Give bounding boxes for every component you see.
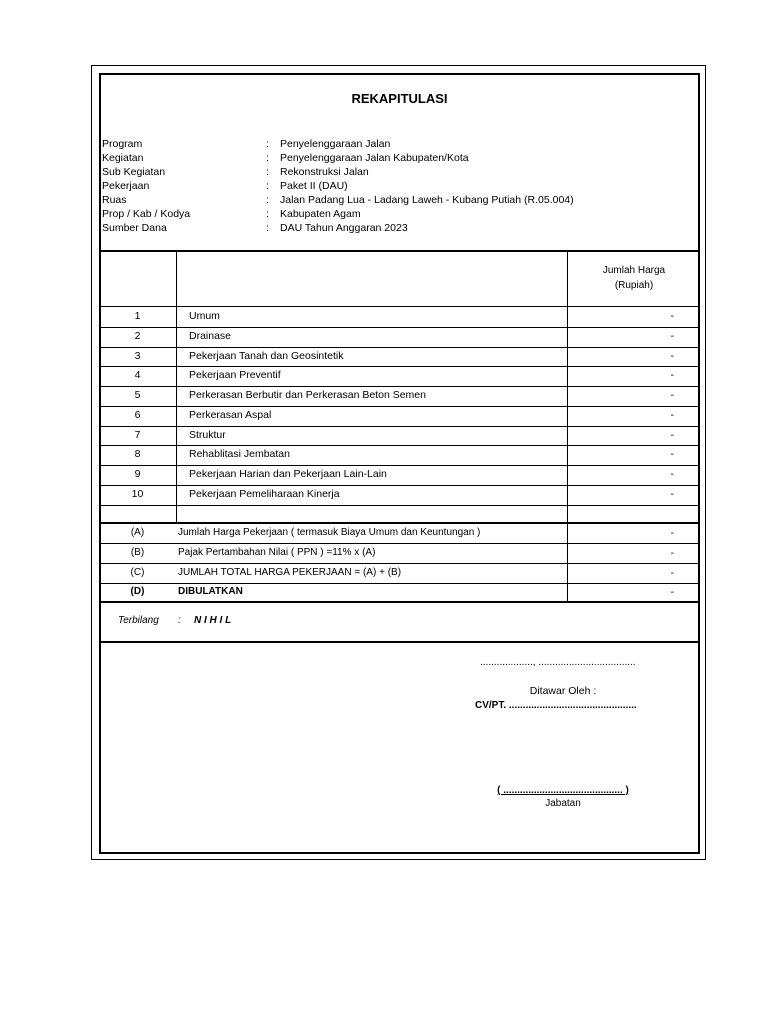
row-divider: [99, 386, 700, 387]
item-amount: -: [670, 408, 674, 421]
terbilang-label: Terbilang: [118, 615, 159, 626]
info-label: Ruas: [102, 194, 127, 206]
info-colon: :: [266, 222, 269, 234]
document-title: REKAPITULASI: [351, 91, 448, 106]
summary-amount: -: [670, 586, 674, 598]
summary-label: (D): [130, 586, 145, 597]
item-amount: -: [670, 310, 674, 322]
summary-amount: -: [670, 547, 674, 559]
item-number: 10: [131, 487, 144, 500]
info-label: Pekerjaan: [102, 180, 150, 192]
company-name: CV/PT. ..............................................: [475, 700, 637, 711]
item-number: 6: [134, 408, 141, 421]
info-colon: :: [266, 180, 269, 192]
item-description: Pekerjaan Preventif: [189, 369, 281, 382]
row-divider: [99, 366, 700, 367]
summary-description: Jumlah Harga Pekerjaan ( termasuk Biaya Umum dan Keuntungan ): [178, 527, 481, 538]
terbilang-bottom-border: [99, 641, 700, 643]
summary-description: JUMLAH TOTAL HARGA PEKERJAAN = (A) + (B): [178, 567, 402, 578]
item-description: Drainase: [189, 329, 232, 342]
item-description: Rehablitasi Jembatan: [189, 448, 290, 461]
signatory-name: ( ........................................... ): [497, 785, 629, 796]
item-amount: -: [670, 448, 674, 461]
item-amount: -: [670, 329, 674, 342]
summary-bottom-border: [99, 601, 700, 603]
offered-by: Ditawar Oleh :: [529, 685, 597, 697]
summary-divider: [99, 583, 700, 584]
summary-divider: [99, 563, 700, 564]
item-number: 8: [134, 448, 141, 461]
item-description: Perkerasan Berbutir dan Perkerasan Beton Semen: [189, 389, 426, 401]
row-divider: [99, 465, 700, 466]
place-date: ..................., ...................................: [480, 657, 636, 668]
item-number: 5: [134, 389, 141, 401]
summary-label: (C): [130, 567, 145, 578]
document-frame: [99, 73, 700, 854]
summary-description: Pajak Pertambahan Nilai ( PPN ) =11% x (A): [178, 547, 376, 558]
row-divider: [99, 426, 700, 427]
signatory-position: Jabatan: [545, 798, 581, 809]
item-number: 4: [134, 369, 141, 382]
table-header-divider: [99, 306, 700, 307]
summary-amount: -: [670, 567, 674, 579]
info-label: Kegiatan: [102, 152, 144, 164]
row-divider: [99, 347, 700, 348]
header-jumlah-harga: Jumlah Harga: [602, 265, 666, 276]
info-value: DAU Tahun Anggaran 2023: [280, 222, 408, 234]
summary-divider: [99, 543, 700, 544]
header-rupiah: (Rupiah): [614, 280, 654, 291]
summary-description: DIBULATKAN: [178, 586, 243, 597]
item-number: 9: [134, 468, 141, 480]
row-divider: [99, 485, 700, 486]
info-value: Kabupaten Agam: [280, 208, 361, 220]
info-colon: :: [266, 208, 269, 220]
summary-label: (B): [130, 547, 145, 558]
terbilang-value: N I H I L: [194, 615, 232, 626]
info-value: Rekonstruksi Jalan: [280, 166, 369, 178]
item-description: Umum: [189, 310, 220, 322]
row-divider: [99, 327, 700, 328]
info-value: Penyelenggaraan Jalan: [280, 138, 391, 150]
row-divider: [99, 445, 700, 446]
info-colon: :: [266, 152, 269, 164]
item-description: Struktur: [189, 428, 226, 441]
info-label: Prop / Kab / Kodya: [102, 208, 191, 220]
info-label: Program: [102, 138, 143, 150]
summary-label: (A): [130, 527, 145, 538]
table-top-border: [99, 250, 700, 252]
info-value: Paket II (DAU): [280, 180, 348, 192]
item-amount: -: [670, 428, 674, 441]
item-description: Pekerjaan Harian dan Pekerjaan Lain-Lain: [189, 468, 387, 480]
item-amount: -: [670, 389, 674, 401]
item-amount: -: [670, 487, 674, 500]
item-amount: -: [670, 369, 674, 382]
item-amount: -: [670, 468, 674, 480]
summary-amount: -: [670, 527, 674, 539]
item-description: Pekerjaan Tanah dan Geosintetik: [189, 349, 344, 362]
row-divider: [99, 505, 700, 506]
info-colon: :: [266, 166, 269, 178]
terbilang-colon: :: [178, 615, 181, 626]
row-divider: [99, 406, 700, 407]
info-value: Jalan Padang Lua - Ladang Laweh - Kubang Putiah (R.05.004): [280, 194, 574, 206]
info-value: Penyelenggaraan Jalan Kabupaten/Kota: [280, 152, 469, 164]
summary-top-border: [99, 522, 700, 524]
item-number: 7: [134, 428, 141, 441]
item-amount: -: [670, 349, 674, 362]
item-number: 2: [134, 329, 141, 342]
info-label: Sub Kegiatan: [102, 166, 166, 178]
info-colon: :: [266, 194, 269, 206]
info-label: Sumber Dana: [102, 222, 167, 234]
item-description: Perkerasan Aspal: [189, 408, 272, 421]
item-number: 1: [134, 310, 141, 322]
item-description: Pekerjaan Pemeliharaan Kinerja: [189, 487, 340, 500]
info-colon: :: [266, 138, 269, 150]
item-number: 3: [134, 349, 141, 362]
